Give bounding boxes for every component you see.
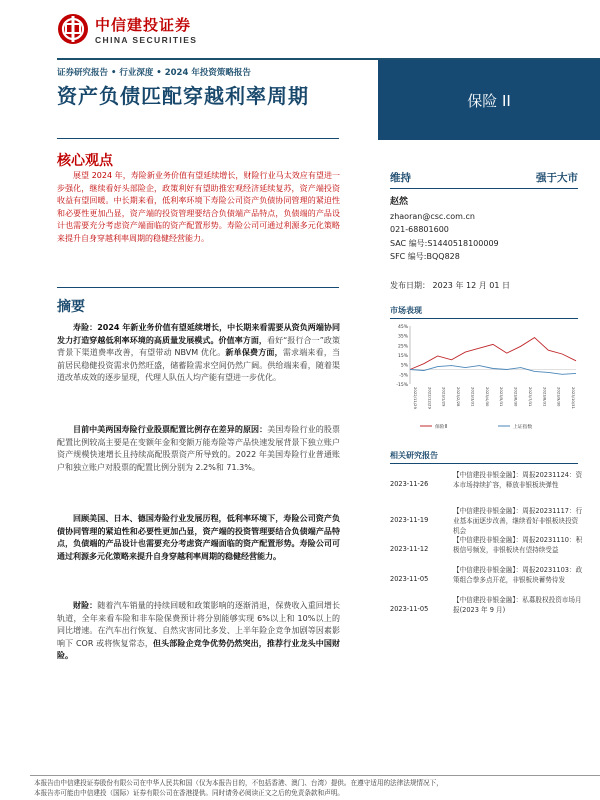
x-tick-label: 2023/6/30 [513,387,519,407]
summary-allocation-paragraph [57,424,340,474]
pc-text: 随着汽车销量的持续回暖和政策影响的逐渐消退，保费收入重回增长轨道，全年来看车险和非车险保费预计将分别能够实现 6%以上和 10%以上的同比增速。在汽车出行恢复、自然灾害同比多发、上半年险企竞争加剧等因素影响下 COR 或将恢复常态， [57,601,340,648]
related-report-title[interactable]: 【中信建投非银金融】：周报20231110：积极信号频发，非银板块有望持续受益 [453,536,583,554]
company-logo [57,10,197,48]
related-report-title[interactable]: 【中信建投非银金融】：私募股权投资市场月报(2023 年 9 月) [453,596,582,614]
y-tick-label: 25% [397,344,408,350]
series-line-0 [410,338,576,370]
y-tick-label: 15% [397,354,408,359]
analyst-name: 赵然 [390,197,409,207]
life-text-b: 需求端来看，当前居民稳健投资需求仍然旺盛，储蓄险需求空间仍然广阔。供给端来看，随着渠道改革成效的逐步显现，代理人队伍人均产能有望进一步优化。 [57,348,341,382]
title-divider [57,138,339,139]
y-tick-label: -5% [399,373,408,379]
rating-divider [390,188,578,189]
core-view-heading: 核心观点 [57,153,113,169]
disclaimer [34,778,600,798]
related-report-date: 2023-11-05 [390,575,429,583]
summary-pc-paragraph [57,600,340,663]
related-report-title[interactable]: 【中信建投非银金融】：周报20231117：行业基本面逐步改善，继续看好非银板块投资机会 [453,507,583,535]
analyst-email: zhaoran@csc.com.cn [390,211,475,221]
y-tick-label: 5% [400,363,408,369]
life-lead: 寿险： [73,323,98,332]
x-tick-label: 2023/2/28 [456,387,462,407]
logo-name-cn: 中信建投证券 [95,15,192,34]
disclaimer-line-2: 本报告亦可能由中信建投（国际）证券有限公司在香港提供。同时请务必阅读正文之后的免责条款和声明。 [34,789,344,797]
x-tick-label: 2023/10/31 [571,387,576,409]
page-title: 资产负债匹配穿越利率周期 [57,84,309,108]
analyst-sfc: SFC 编号:BQQ828 [390,252,460,261]
analyst-sac: SAC 编号:S1440518100009 [390,238,499,248]
y-tick-label: 45% [397,325,408,330]
pc-bold: 但头部险企竞争优势仍然突出，推荐行业龙头中国财险。 [57,638,341,660]
related-report-date: 2023-11-26 [390,480,429,488]
related-report-date: 2023-11-19 [390,516,429,524]
rating-action: 维持 [390,172,411,184]
life-bold-text-2: 新单保费方面， [225,348,283,357]
related-report-title[interactable]: 【中信建投非银金融】：周报20231124：资本市场持续扩容，释放非银板块弹性 [453,471,583,489]
legend-label: 保险Ⅱ [435,425,447,430]
related-report-item[interactable] [390,595,590,615]
x-tick-label: 2023/8/31 [542,387,548,407]
x-tick-label: 2022/11/29 [413,387,418,409]
series-line-1 [410,366,576,375]
related-report-item[interactable] [390,470,590,490]
breadcrumb: 证券研究报告 • 行业深度 • 2024 年投资策略报告 [57,68,251,78]
related-report-item[interactable] [390,535,590,555]
chart-title: 市场表现 [390,306,422,315]
market-performance-chart [390,322,578,432]
related-report-item[interactable] [390,506,590,536]
x-tick-label: 2023/4/30 [484,387,490,407]
x-tick-label: 2023/3/31 [470,387,476,407]
x-tick-label: 2023/7/31 [527,387,533,407]
publish-date: 发布日期： 2023 年 12 月 01 日 [390,281,510,290]
core-view-text: 展望 2024 年，寿险新业务价值有望延续增长，财险行业马太效应有望进一步强化，继续看好头部险企，政策利好有望助推宏观经济延续复苏，资产端投资收益有望回暖。中长期来看，低利率环境下寿险公司资产负债协同管理的紧迫性和必要性更加凸显，资产端的投资管理要结合负债端产品特点，负债端的产品设计也需要充分考虑资产端面临的资产配置形势。寿险公司可通过利源多元化策略来提升自身穿越利率周期的稳健经营能力。 [57,171,340,243]
rating-row [390,170,578,185]
history-bold: 低利率环境下，寿险公司资产负债协同管理的紧迫性和必要性更加凸显，资产端的投资管理要结合负债端产品特点，负债端的产品设计也需要充分考虑资产端面临的资产配置形势。寿险公司可通过利源多元化策略来提升自身穿越利率周期的稳健经营能力。 [57,514,340,561]
history-lead: 回顾美国、日本、德国寿险行业发展历程， [73,514,227,523]
related-report-date: 2023-11-12 [390,545,429,553]
allocation-bold: 目前中美两国寿险行业股票配置比例存在差异的原因： [73,425,268,434]
core-view-divider [57,287,339,288]
x-tick-label: 2023/1/29 [441,387,447,407]
related-reports-heading: 相关研究报告 [390,451,438,460]
disclaimer-line-1: 本报告由中信建投证券股份有限公司在中华人民共和国（仅为本报告目的，不包括香港、澳门、台湾）提供。在遵守适用的法律法规情况下， [34,779,443,787]
related-divider [390,463,578,464]
life-bold-text: 2024 年新业务价值有望延续增长，中长期来看需要从资负两端协同发力打造穿越低利率环境的高质量发展模式。价值率方面， [57,323,340,345]
footer-divider [30,775,600,776]
related-report-date: 2023-11-05 [390,605,429,613]
x-tick-label: 2022/12/29 [427,387,433,409]
x-tick-label: 2023/9/30 [556,387,562,407]
related-report-title[interactable]: 【中信建投非银金融】：周报20231103：政策组合拳多点开花，非银板块蓄势待发 [453,566,583,584]
life-text-a: 看好“报行合一”政策背景下渠道费率改善，有望带动 NBVM 优化。 [57,335,340,357]
related-report-item[interactable] [390,565,590,585]
chart-divider [390,318,578,319]
legend-label: 上证指数 [513,425,533,430]
y-tick-label: 35% [397,334,408,340]
summary-history-paragraph [57,513,340,563]
pc-lead: 财险： [73,601,98,610]
x-tick-label: 2023/5/31 [499,387,505,407]
allocation-text: 美国寿险行业的股票配置比例较高主要是在变额年金和变额万能寿险等产品快速发展背景下独立账户资产规模快速增长且持续高配股票资产所导致的。2022 年美国寿险行业普通账户和独立账户对股票的配置比例分别为 2.2%和 71.3%。 [57,425,340,472]
industry-banner: 保险 II [378,60,600,140]
company-logo-icon [57,13,89,45]
y-tick-label: -15% [396,383,408,388]
analyst-info [390,196,499,264]
summary-life-paragraph [57,322,340,385]
analyst-phone: 021-68801600 [390,225,449,234]
logo-name-en: CHINA SECURITIES [95,34,198,45]
rating-value: 强于大市 [536,172,578,184]
summary-heading: 摘要 [57,299,85,315]
